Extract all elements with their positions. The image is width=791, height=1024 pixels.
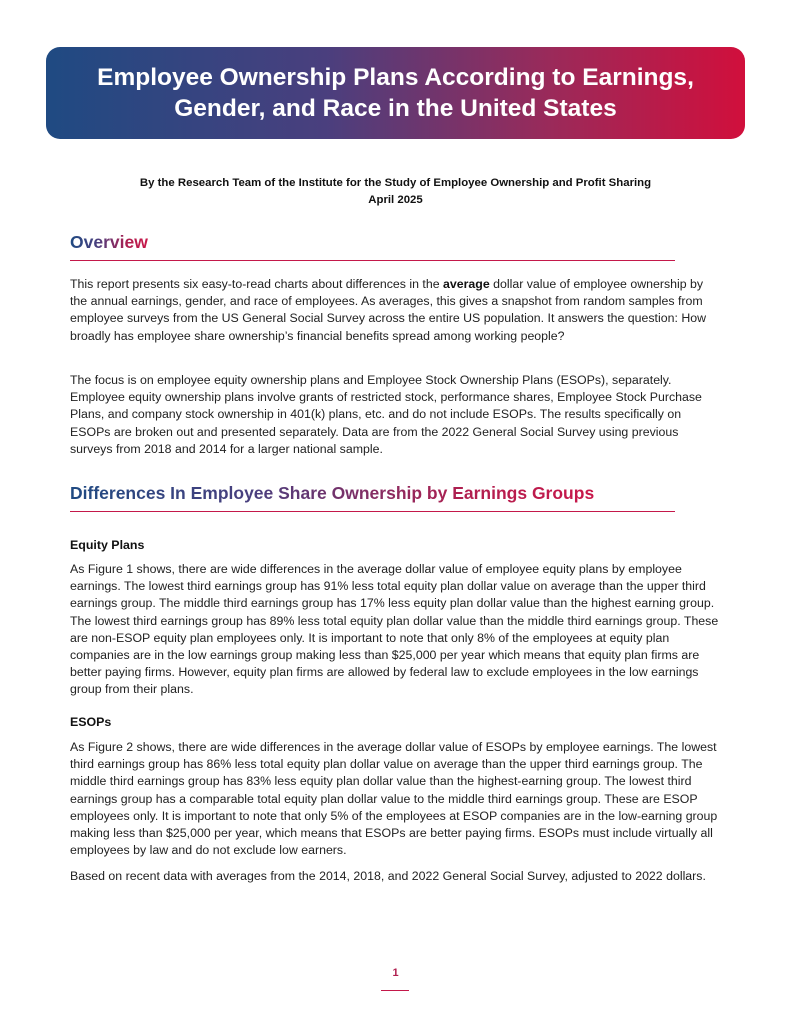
esops-subheading: ESOPs (70, 715, 112, 729)
equity-plans-paragraph: As Figure 1 shows, there are wide differences in the average dollar value of employee equity plans by employee earnings. The lowest third earnings group has 91% less total equity plan dollar value on average than the upper third earnings group. The middle third earnings group has 17% less equity plan dollar value than the highest earning group. The lowest third earnings group has 89% less total equity plan dollar value than the middle third earnings group. These are non-ESOP equity plan employees only. It is important to note that only 8% of the employees at equity plan companies are in the low earnings group making less than $25,000 per year which means that equity plan firms are better paying firms. However, equity plan firms are allowed by federal law to exclude employees in the low earnings group from their plans. (70, 562, 719, 697)
equity-plans-subheading: Equity Plans (70, 538, 145, 552)
overview-heading (70, 231, 675, 261)
overview-p1-before: This report presents six easy-to-read charts about differences in the (70, 277, 444, 291)
title-banner (46, 47, 745, 139)
overview-p1-after: dollar value of employee ownership by the annual earnings, gender, and race of employees. As averages, this gives a snapshot from random samples from employee surveys from the US General Social Survey across the entire US population. It answers the question: How broadly has employee share ownership’s financial benefits spread among working people? (70, 277, 707, 343)
esops-paragraph: As Figure 2 shows, there are wide differences in the average dollar value of ESOPs by employee earnings. The lowest third earnings group has 86% less total equity plan dollar value on average than the upper third earnings group. The middle third earnings group has 83% less equity plan dollar value than the highest-earning group. The lowest third earnings group has a comparable total equity plan dollar value to the middle third earnings group. These are ESOP employees only. It is important to note that only 5% of the employees at ESOP companies are in the low-earning group making less than $25,000 per year, which means that ESOPs are better paying firms. ESOPs must include virtually all employees by law and do not exclude low earners. (70, 740, 718, 858)
data-source-note: Based on recent data with averages from the 2014, 2018, and 2022 General Social Survey, adjusted to 2022 dollars. (70, 869, 706, 883)
earnings-heading-text: Differences In Employee Share Ownership by Earnings Groups (70, 483, 595, 503)
page-number: 1 (392, 967, 399, 979)
page-title-line-2: Gender, and Race in the United States (174, 95, 617, 122)
overview-heading-text: Overview (70, 232, 148, 252)
earnings-heading (70, 482, 675, 512)
byline-authors: By the Research Team of the Institute for the Study of Employee Ownership and Profit Sharing (139, 177, 652, 189)
byline-date: April 2025 (368, 194, 423, 206)
page-title-line-1: Employee Ownership Plans According to Earnings, (97, 64, 694, 91)
overview-p1-bold: average (443, 277, 490, 291)
byline (0, 175, 791, 209)
page-number-rule (381, 990, 409, 991)
overview-paragraph-2: The focus is on employee equity ownership plans and Employee Stock Ownership Plans (ESOPs), separately. Employee equity ownership plans involve grants of restricted stock, performance shares, Employee Stock Purchase Plans, and company stock ownership in 401(k) plans, etc. and do not include ESOPs. The results specifically on ESOPs are broken out and presented separately. Data are from the 2022 General Social Survey using previous surveys from 2018 and 2014 for a larger national sample. (70, 373, 702, 456)
overview-paragraph-1 (70, 276, 722, 345)
page-title (77, 62, 714, 124)
